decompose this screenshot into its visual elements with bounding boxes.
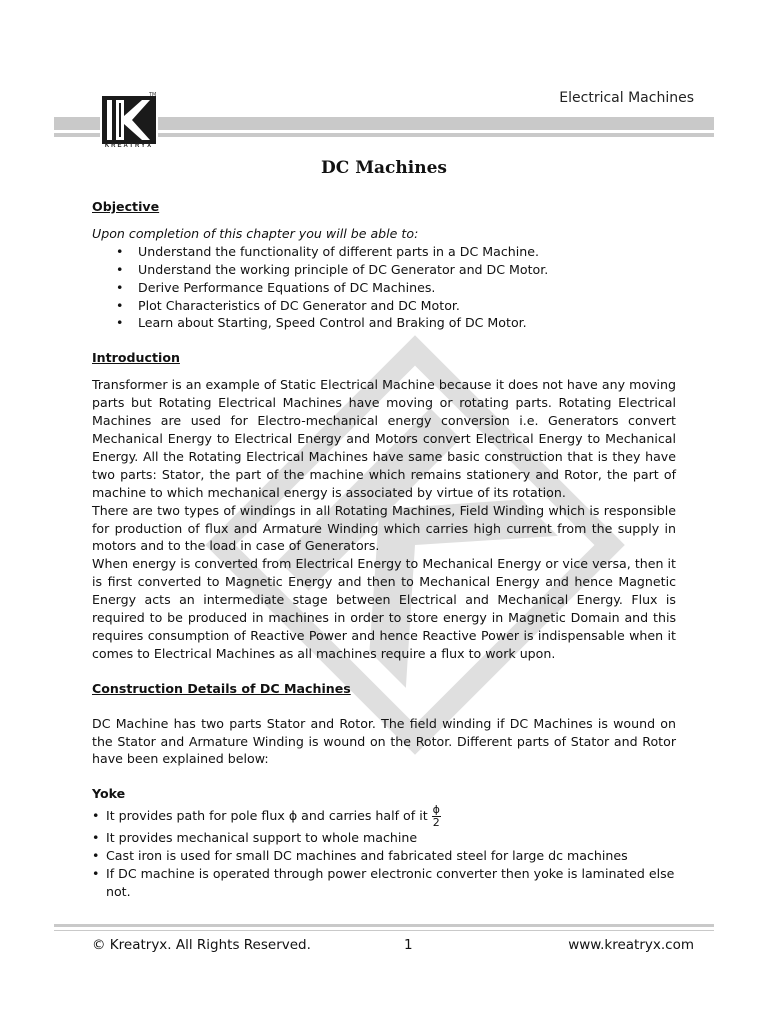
list-item: • Understand the functionality of different parts in a DC Machine. [138, 243, 676, 261]
kreatryx-logo-icon [102, 96, 156, 144]
fraction [432, 804, 441, 829]
list-item: • Cast iron is used for small DC machines and fabricated steel for large dc machines [106, 847, 676, 865]
paragraph: When energy is converted from Electrical Energy to Mechanical Energy or vice versa, then it is first converted to Magnetic Energy and then to Mechanical Energy and hence Magnetic Energy acts an intermediate stage between Electrical and Mechanical Energy. Flux is required to be produced in machines in order to store energy in Magnetic Domain and this requires consumption of Reactive Power and hence Reactive Power is indispensable when it comes to Electrical Machines as all machines require a flux to work upon. [92, 556, 676, 661]
footer-page-number: 1 [404, 937, 413, 953]
document-title: DC Machines [321, 158, 447, 178]
objective-intro: Upon completion of this chapter you will be able to: [92, 225, 419, 241]
fraction-denominator: 2 [432, 815, 440, 829]
footer-rule [54, 924, 714, 927]
fraction-numerator: ϕ [432, 802, 440, 816]
paragraph: DC Machine has two parts Stator and Rotor. The field winding if DC Machines is wound on the Stator and Armature Winding is wound on the Rotor. Different parts of Stator and Rotor have been explained below: [92, 715, 676, 767]
footer-rule-thin [54, 930, 714, 931]
objective-heading: Objective [92, 199, 160, 214]
yoke-heading: Yoke [92, 786, 126, 802]
paragraph: There are two types of windings in all Rotating Machines, Field Winding which is responsible for production of flux and Armature Winding which carries high current from the supply in motors and to the load in case of Generators. [92, 502, 676, 554]
introduction-heading: Introduction [92, 350, 180, 366]
yoke-item-text-mid: and carries half of it [301, 808, 428, 824]
list-item [106, 803, 676, 829]
list-item: • If DC machine is operated through power electronic converter then yoke is laminated else not. [106, 865, 676, 901]
list-item: • Learn about Starting, Speed Control and Braking of DC Motor. [138, 314, 676, 332]
document-body [92, 154, 676, 901]
yoke-item-text: • It provides path for pole flux [106, 808, 285, 824]
logo-wordmark: KREATRYX [104, 143, 154, 149]
objective-list [92, 243, 676, 333]
kreatryx-logo [100, 92, 158, 154]
logo-trademark: TM [149, 92, 157, 98]
footer-copyright: © Kreatryx. All Rights Reserved. [92, 937, 311, 953]
list-item: • Understand the working principle of DC Generator and DC Motor. [138, 261, 676, 279]
footer-website: www.kreatryx.com [568, 937, 694, 953]
list-item: • Plot Characteristics of DC Generator and DC Motor. [138, 297, 676, 315]
header-title: Electrical Machines [559, 90, 694, 106]
list-item: • It provides mechanical support to whole machine [106, 829, 676, 847]
list-item: • Derive Performance Equations of DC Machines. [138, 279, 676, 297]
phi-symbol: ϕ [288, 808, 298, 824]
construction-heading: Construction Details of DC Machines [92, 680, 351, 696]
yoke-list [92, 803, 676, 901]
paragraph: Transformer is an example of Static Electrical Machine because it does not have any moving parts but Rotating Electrical Machines have moving or rotating parts. Rotating Electrical Machines are used for Electro-mechanical energy conversion i.e. Generators convert Mechanical Energy to Electrical Energy and Motors convert Electrical Energy to Mechanical Energy. All the Rotating Electrical Machines have same basic construction that is they have two parts: Stator, the part of the machine which remains stationery and Rotor, the part of machine to which mechanical energy is associated by virtue of its rotation. [92, 377, 676, 500]
